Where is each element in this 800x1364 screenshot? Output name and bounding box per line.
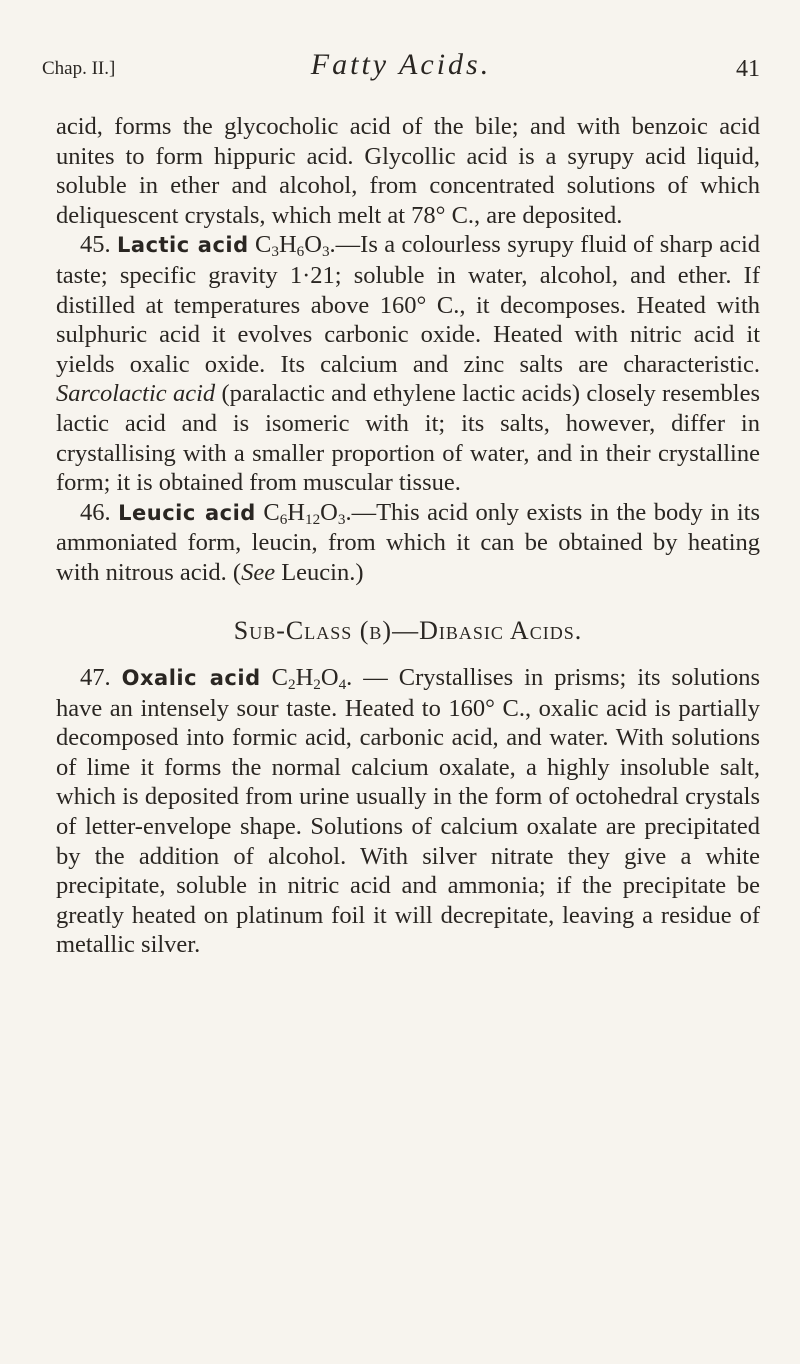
chemical-formula: $C_2H_2O_4$.: [271, 664, 353, 693]
entry-text-continued: Leucin.): [275, 558, 364, 586]
entry-text: — Crystallises in prisms; its solutions have an intensely sour taste. Heated to 160° C., oxalic acid is partially decomposed into formic acid, carbonic acid, and water. With solutions of lime it forms the normal calcium oxalate, a highly insoluble salt, which is deposited from urine usually in the form of octohedral crystals of letter-envelope shape. Solutions of calcium oxalate are precipitated by the addition of alcohol. With silver nitrate they give a white precipitate, soluble in nitric acid and ammonia; if the precipitate be greatly heated on platinum foil it will decrepitate, leaving a residue of metallic silver.: [56, 664, 761, 959]
section-title: Sub-Class (b)—Dibasic Acids.: [233, 615, 583, 645]
entry-number: 47.: [80, 664, 111, 692]
entry-number: 46.: [80, 498, 111, 526]
chemical-formula: $C_6H_{12}O_3$.: [263, 498, 352, 528]
paragraph-leucic-acid: [56, 498, 760, 588]
entry-text: —Is a colourless syrupy fluid of sharp acid taste; specific gravity 1·21; soluble in water, alcohol, and ether. If distilled at temperatures above 160° C., it decomposes. Heated with sulphuric acid it evolves carbonic oxide. Heated with nitric acid it yields oxalic oxide. Its calcium and zinc salts are characteristic.: [56, 231, 761, 378]
entry-heading: Lactic acid: [117, 233, 249, 258]
page-number: 41: [736, 56, 760, 82]
chapter-label: Chap. II.]: [42, 58, 116, 79]
paragraph-glycocholic: acid, forms the glycocholic acid of the bile; and with benzoic acid unites to form hippuric acid. Glycollic acid is a syrupy acid liquid, soluble in ether and alcohol, from concentrated solutions of which deliquescent crystals, which melt at 78° C., are deposited.: [56, 113, 760, 229]
entry-number: 45.: [80, 231, 111, 259]
italic-term: See: [241, 558, 276, 586]
italic-term: Sarcolactic acid: [56, 380, 216, 408]
body-text: [56, 112, 760, 960]
paragraph-lactic-acid: [56, 230, 760, 497]
entry-heading: Leucic acid: [118, 500, 256, 525]
entry-text: —This acid only exists in the body in its ammoniated form, leucin, from which it can be obtained by heating with nitrous acid. (: [56, 498, 761, 586]
chemical-formula: $C_3H_6O_3$.: [255, 231, 336, 261]
paragraph-oxalic-acid: [56, 663, 760, 960]
page-title: Fatty Acids.: [310, 48, 492, 81]
entry-text-continued: (paralactic and ethylene lactic acids) closely resembles lactic acid and is isomeric with it; its salts, however, differ in crystallising with a smaller proportion of water, and in their crystalline form; it is obtained from muscular tissue.: [56, 380, 760, 497]
running-head: [42, 44, 760, 84]
entry-heading: Oxalic acid: [121, 666, 261, 691]
